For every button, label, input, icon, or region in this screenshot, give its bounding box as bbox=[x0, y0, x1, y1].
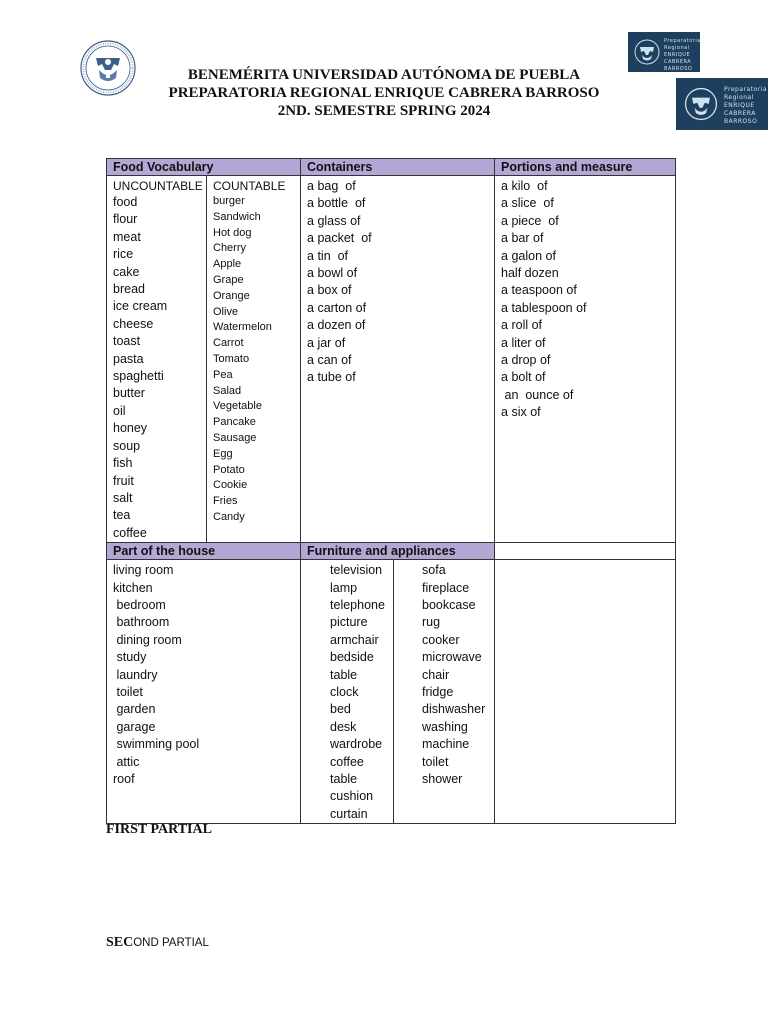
list-item: butter bbox=[113, 386, 145, 401]
second-partial-heading bbox=[106, 934, 209, 951]
list-item: a teaspoon of bbox=[501, 283, 577, 298]
list-item: laundry bbox=[113, 667, 158, 682]
containers-header: Containers bbox=[301, 159, 495, 176]
header-school: PREPARATORIA REGIONAL ENRIQUE CABRERA BARROSO bbox=[168, 85, 600, 101]
list-item: Salad bbox=[213, 384, 242, 397]
list-item: coffee bbox=[330, 754, 364, 769]
second-partial-rest: OND PARTIAL bbox=[133, 937, 209, 949]
portions-list bbox=[495, 176, 675, 422]
list-item: a liter of bbox=[501, 335, 546, 350]
list-item: Egg bbox=[213, 447, 233, 460]
list-item: lamp bbox=[330, 580, 358, 595]
list-item: curtain bbox=[330, 806, 368, 821]
list-item: Carrot bbox=[213, 337, 244, 350]
list-item: a dozen of bbox=[307, 318, 366, 333]
logo-line: Regional bbox=[664, 45, 690, 51]
containers-cell bbox=[301, 176, 495, 543]
list-item: wardrobe bbox=[330, 737, 383, 752]
empty-header bbox=[495, 543, 676, 560]
list-item: meat bbox=[113, 229, 141, 244]
list-item: Grape bbox=[213, 273, 244, 286]
list-item: salt bbox=[113, 490, 133, 505]
list-item: fireplace bbox=[422, 580, 470, 595]
list-item: study bbox=[113, 650, 147, 665]
list-item: a piece of bbox=[501, 213, 559, 228]
list-item: a six of bbox=[501, 405, 541, 420]
logo-line: ENRIQUE bbox=[724, 102, 755, 109]
list-item: Cherry bbox=[213, 242, 247, 255]
countable-cell bbox=[207, 176, 301, 543]
uncountable-cell bbox=[107, 176, 207, 543]
list-item: table bbox=[330, 772, 358, 786]
list-item: coffee bbox=[113, 525, 147, 540]
list-item: half dozen bbox=[501, 266, 559, 281]
list-item: pasta bbox=[113, 351, 144, 366]
list-item: flour bbox=[113, 212, 138, 227]
list-item: ice cream bbox=[113, 299, 168, 314]
furniture-cell-1 bbox=[301, 560, 394, 824]
list-item: a drop of bbox=[501, 353, 551, 368]
list-item: a packet of bbox=[307, 231, 372, 246]
list-item: Candy bbox=[213, 510, 245, 523]
list-item: garage bbox=[113, 719, 156, 734]
list-item: spaghetti bbox=[113, 369, 164, 384]
furniture-list-2 bbox=[394, 560, 494, 788]
list-item: armchair bbox=[330, 632, 379, 647]
list-item: burger bbox=[213, 195, 245, 207]
list-item: a bag of bbox=[307, 179, 356, 193]
portions-cell bbox=[495, 176, 676, 543]
list-item: microwave bbox=[422, 650, 482, 665]
furniture-header: Furniture and appliances bbox=[301, 543, 495, 560]
list-item: kitchen bbox=[113, 580, 153, 595]
list-item: fridge bbox=[422, 684, 454, 699]
list-item: a roll of bbox=[501, 318, 543, 333]
list-item: chair bbox=[422, 667, 450, 682]
logo-line: Regional bbox=[724, 94, 754, 101]
logo-line: CABRERA bbox=[664, 59, 692, 65]
list-item: machine bbox=[422, 737, 470, 752]
list-item: attic bbox=[113, 754, 140, 769]
second-partial-bold: SEC bbox=[106, 935, 134, 950]
list-item: a bowl of bbox=[307, 266, 358, 281]
crest-icon bbox=[634, 38, 660, 66]
list-item: living room bbox=[113, 563, 174, 578]
list-item: a bottle of bbox=[307, 196, 366, 211]
list-item: Tomato bbox=[213, 352, 250, 365]
logo-line: Preparatoria bbox=[664, 38, 701, 44]
list-item: an ounce of bbox=[501, 387, 574, 402]
house-list bbox=[107, 560, 300, 788]
list-item: a tube of bbox=[307, 370, 356, 385]
vocabulary-table bbox=[106, 158, 676, 824]
list-item: Potato bbox=[213, 463, 245, 476]
logo-line: ENRIQUE bbox=[664, 52, 691, 58]
list-item: Hot dog bbox=[213, 226, 252, 239]
list-item: bread bbox=[113, 282, 145, 297]
list-item: bedroom bbox=[113, 597, 166, 612]
list-item: desk bbox=[330, 719, 357, 734]
list-item: cake bbox=[113, 264, 140, 279]
list-item: table bbox=[330, 667, 358, 682]
house-header: Part of the house bbox=[107, 543, 301, 560]
first-partial-heading: FIRST PARTIAL bbox=[106, 822, 212, 837]
list-item: a kilo of bbox=[501, 179, 548, 193]
logo-line: BARROSO bbox=[724, 118, 758, 125]
list-item: a tablespoon of bbox=[501, 300, 587, 315]
list-item: Orange bbox=[213, 289, 250, 302]
list-item: food bbox=[113, 195, 138, 209]
list-item: clock bbox=[330, 684, 359, 699]
list-item: Pancake bbox=[213, 416, 256, 429]
list-item: a bar of bbox=[501, 231, 544, 246]
empty-cell bbox=[495, 560, 676, 824]
list-item: a glass of bbox=[307, 213, 361, 228]
list-item: cooker bbox=[422, 632, 460, 647]
list-item: bookcase bbox=[422, 597, 476, 612]
list-item: a can of bbox=[307, 353, 352, 368]
list-item: Cookie bbox=[213, 479, 248, 492]
list-item: cheese bbox=[113, 316, 154, 331]
list-item: a slice of bbox=[501, 196, 554, 211]
list-item: sofa bbox=[422, 563, 446, 578]
list-item: telephone bbox=[330, 597, 385, 612]
list-item: picture bbox=[330, 615, 368, 630]
list-item: tea bbox=[113, 508, 131, 523]
portions-header: Portions and measure bbox=[495, 159, 676, 176]
list-item: Vegetable bbox=[213, 400, 262, 413]
list-item: washing bbox=[422, 719, 468, 734]
list-item: television bbox=[330, 563, 383, 578]
countable-label: COUNTABLE bbox=[213, 179, 286, 193]
list-item: bed bbox=[330, 702, 351, 717]
list-item: Watermelon bbox=[213, 321, 272, 334]
furniture-cell-2 bbox=[394, 560, 495, 824]
containers-list bbox=[301, 176, 494, 387]
list-item: rice bbox=[113, 247, 134, 262]
list-item: a jar of bbox=[307, 335, 346, 350]
countable-list bbox=[207, 194, 300, 526]
uncountable-label: UNCOUNTABLE bbox=[113, 179, 203, 193]
list-item: roof bbox=[113, 772, 135, 786]
list-item: Pea bbox=[213, 368, 233, 381]
list-item: a box of bbox=[307, 283, 352, 298]
list-item: honey bbox=[113, 421, 148, 436]
list-item: toilet bbox=[422, 754, 449, 769]
list-item: dining room bbox=[113, 632, 182, 647]
food-vocabulary-header: Food Vocabulary bbox=[107, 159, 301, 176]
logo-line: BARROSO bbox=[664, 66, 693, 72]
list-item: soup bbox=[113, 438, 141, 453]
list-item: a bolt of bbox=[501, 370, 546, 385]
house-cell bbox=[107, 560, 301, 824]
list-item: dishwasher bbox=[422, 702, 486, 717]
list-item: shower bbox=[422, 772, 463, 786]
list-item: fish bbox=[113, 456, 133, 471]
list-item: Olive bbox=[213, 305, 239, 318]
list-item: cushion bbox=[330, 789, 374, 804]
list-item: bathroom bbox=[113, 615, 170, 630]
list-item: Sandwich bbox=[213, 210, 261, 223]
list-item: rug bbox=[422, 615, 441, 630]
uncountable-list bbox=[107, 194, 206, 542]
list-item: a carton of bbox=[307, 300, 367, 315]
header-semester: 2ND. SEMESTRE SPRING 2024 bbox=[277, 103, 491, 119]
list-item: Fries bbox=[213, 495, 238, 508]
list-item: garden bbox=[113, 702, 156, 717]
list-item: bedside bbox=[330, 650, 374, 665]
list-item: Apple bbox=[213, 258, 242, 271]
header-university: BENEMÉRITA UNIVERSIDAD AUTÓNOMA DE PUEBLA bbox=[187, 67, 581, 83]
list-item: swimming pool bbox=[113, 737, 200, 752]
list-item: oil bbox=[113, 403, 126, 418]
list-item: toast bbox=[113, 334, 141, 349]
list-item: a tin of bbox=[307, 248, 349, 263]
furniture-list-1 bbox=[301, 560, 393, 823]
list-item: Sausage bbox=[213, 431, 257, 444]
logo-line: CABRERA bbox=[724, 110, 756, 117]
logo-line: Preparatoria bbox=[724, 86, 768, 93]
list-item: toilet bbox=[113, 684, 143, 699]
list-item: a galon of bbox=[501, 248, 556, 263]
list-item: fruit bbox=[113, 473, 134, 488]
